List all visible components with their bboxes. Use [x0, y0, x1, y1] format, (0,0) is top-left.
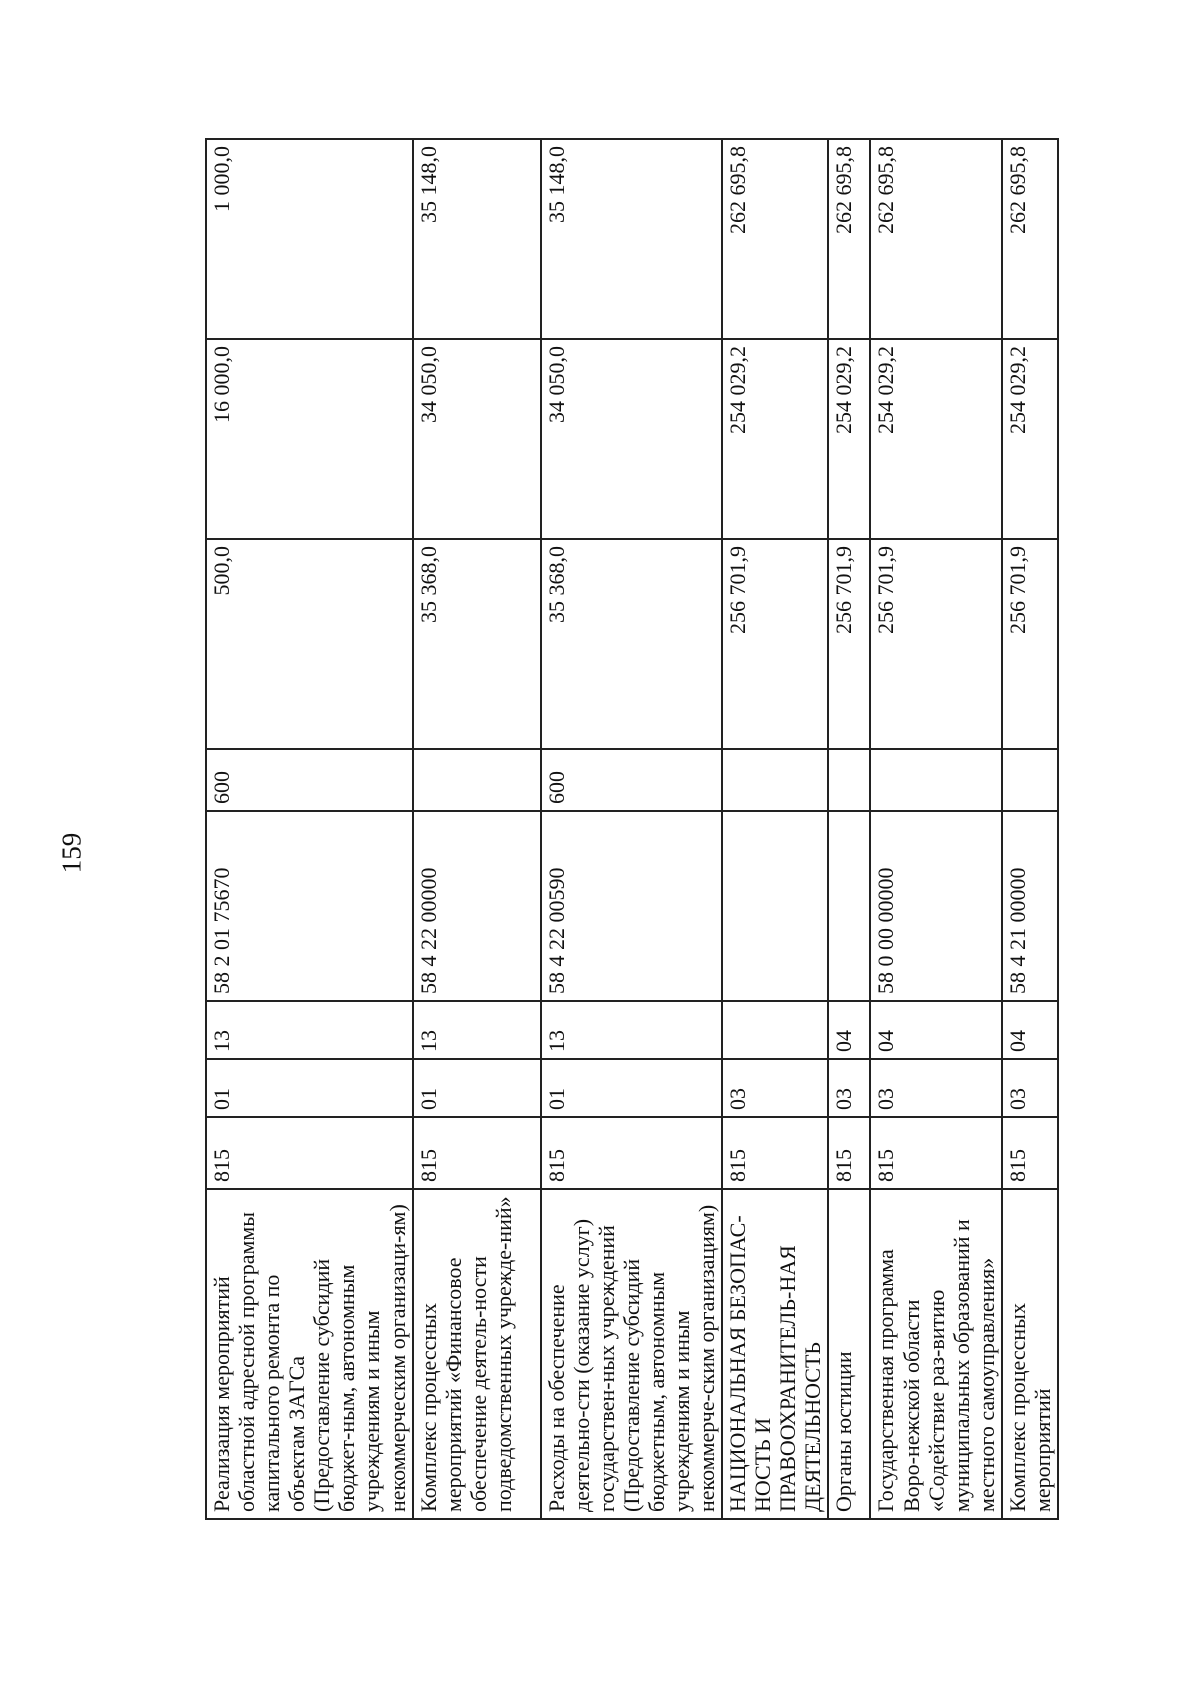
target-article-cell: 58 4 21 00000: [1002, 811, 1058, 1001]
amount-year3-cell: 262 695,8: [870, 139, 1001, 339]
table-row: [828, 139, 870, 1519]
table-row: [870, 139, 1001, 1519]
section-code-cell: 03: [1002, 1059, 1058, 1117]
section-code-cell: 01: [413, 1059, 541, 1117]
amount-year2-cell: 254 029,2: [1002, 339, 1058, 539]
budget-table-wrapper: [205, 140, 1200, 1520]
target-article-cell: 58 0 00 00000: [870, 811, 1001, 1001]
subsection-code-cell: 13: [413, 1001, 541, 1059]
amount-year3-cell: 35 148,0: [413, 139, 541, 339]
target-article-cell: 58 4 22 00590: [541, 811, 723, 1001]
section-code-cell: 01: [206, 1059, 413, 1117]
amount-year1-cell: 35 368,0: [541, 539, 723, 749]
target-article-cell: [828, 811, 870, 1001]
amount-year2-cell: 34 050,0: [413, 339, 541, 539]
expense-type-cell: [828, 749, 870, 811]
budget-table: [205, 138, 1059, 1520]
expense-type-cell: 600: [206, 749, 413, 811]
section-code-cell: 03: [722, 1059, 828, 1117]
amount-year3-cell: 262 695,8: [828, 139, 870, 339]
row-name-cell: Государственная программа Воро-нежской области «Содействие раз-витию муниципальных образований и местного самоуправления»: [870, 1189, 1001, 1519]
amount-year2-cell: 254 029,2: [828, 339, 870, 539]
subsection-code-cell: [722, 1001, 828, 1059]
grbs-code-cell: 815: [870, 1117, 1001, 1189]
grbs-code-cell: 815: [1002, 1117, 1058, 1189]
row-name-cell: Комплекс процессных мероприятий «Финансовое обеспечение деятель-ности подведомственных учрежде-ний»: [413, 1189, 541, 1519]
table-row: [722, 139, 828, 1519]
amount-year2-cell: 16 000,0: [206, 339, 413, 539]
amount-year2-cell: 254 029,2: [870, 339, 1001, 539]
grbs-code-cell: 815: [722, 1117, 828, 1189]
section-code-cell: 03: [828, 1059, 870, 1117]
amount-year3-cell: 35 148,0: [541, 139, 723, 339]
target-article-cell: 58 4 22 00000: [413, 811, 541, 1001]
table-row: [1002, 139, 1058, 1519]
amount-year1-cell: 256 701,9: [828, 539, 870, 749]
row-name-cell: Расходы на обеспечение деятельно-сти (оказание услуг) государствен-ных учреждений (Предоставление субсидий бюджетным, автономным учреждениям и иным некоммерче-ским организациям): [541, 1189, 723, 1519]
amount-year1-cell: 256 701,9: [722, 539, 828, 749]
row-name-cell: Органы юстиции: [828, 1189, 870, 1519]
expense-type-cell: [413, 749, 541, 811]
grbs-code-cell: 815: [541, 1117, 723, 1189]
amount-year2-cell: 254 029,2: [722, 339, 828, 539]
amount-year3-cell: 262 695,8: [1002, 139, 1058, 339]
amount-year3-cell: 1 000,0: [206, 139, 413, 339]
expense-type-cell: [870, 749, 1001, 811]
subsection-code-cell: 13: [206, 1001, 413, 1059]
section-code-cell: 03: [870, 1059, 1001, 1117]
amount-year1-cell: 35 368,0: [413, 539, 541, 749]
subsection-code-cell: 04: [828, 1001, 870, 1059]
amount-year2-cell: 34 050,0: [541, 339, 723, 539]
target-article-cell: [722, 811, 828, 1001]
grbs-code-cell: 815: [206, 1117, 413, 1189]
amount-year1-cell: 256 701,9: [870, 539, 1001, 749]
amount-year1-cell: 256 701,9: [1002, 539, 1058, 749]
expense-type-cell: 600: [541, 749, 723, 811]
section-code-cell: 01: [541, 1059, 723, 1117]
subsection-code-cell: 13: [541, 1001, 723, 1059]
row-name-cell: Комплекс процессных мероприятий: [1002, 1189, 1058, 1519]
amount-year1-cell: 500,0: [206, 539, 413, 749]
expense-type-cell: [1002, 749, 1058, 811]
expense-type-cell: [722, 749, 828, 811]
row-name-cell: НАЦИОНАЛЬНАЯ БЕЗОПАС-НОСТЬ И ПРАВООХРАНИТЕЛЬ-НАЯ ДЕЯТЕЛЬНОСТЬ: [722, 1189, 828, 1519]
page-number: 159: [56, 832, 87, 874]
grbs-code-cell: 815: [828, 1117, 870, 1189]
amount-year3-cell: 262 695,8: [722, 139, 828, 339]
subsection-code-cell: 04: [870, 1001, 1001, 1059]
subsection-code-cell: 04: [1002, 1001, 1058, 1059]
table-row: [206, 139, 413, 1519]
table-row: [541, 139, 723, 1519]
target-article-cell: 58 2 01 75670: [206, 811, 413, 1001]
row-name-cell: Реализация мероприятий областной адресной программы капитального ремонта по объектам ЗАГСа (Предоставление субсидий бюджет-ным, автономным учреждениям и иным некоммерческим организаци-ям): [206, 1189, 413, 1519]
table-row: [413, 139, 541, 1519]
grbs-code-cell: 815: [413, 1117, 541, 1189]
